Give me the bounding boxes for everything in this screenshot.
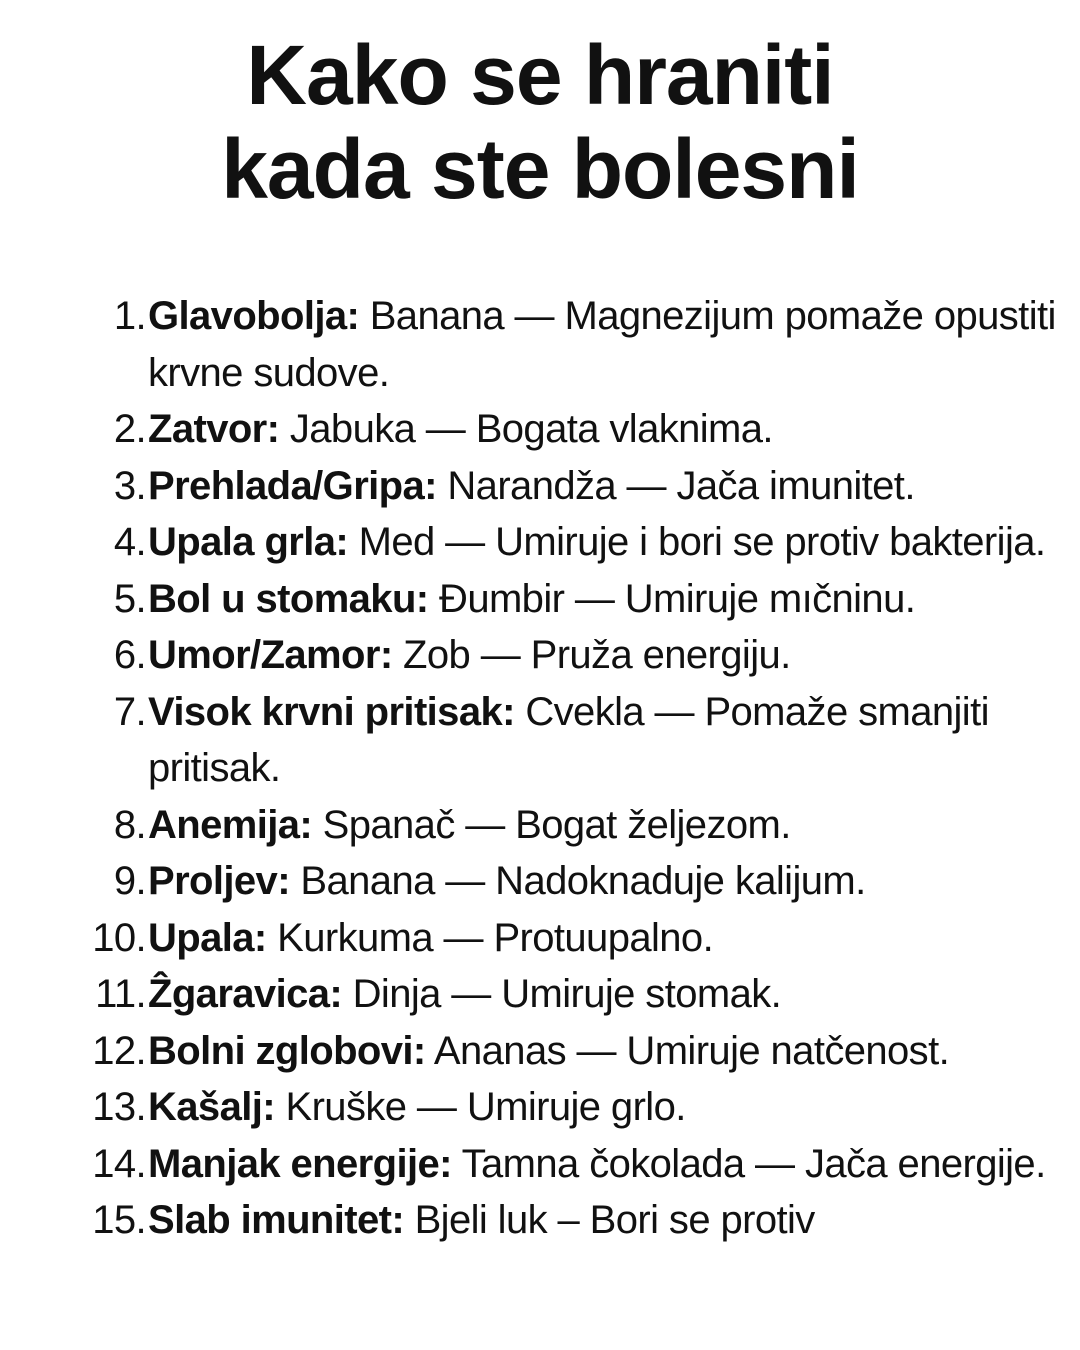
list-item (0, 1023, 1080, 1080)
item-text: Spanač — Bogat željezom. (312, 802, 791, 847)
item-term: Proljev: (148, 859, 290, 903)
item-number: 7. (113, 689, 146, 734)
list-item (0, 288, 1080, 401)
item-term: Zatvor: (148, 407, 280, 451)
item-number: 6. (113, 633, 146, 677)
item-term: Bol u stomaku: (148, 576, 429, 621)
list-item (0, 797, 1080, 854)
item-text: Jabuka — Bogata vlaknima. (279, 407, 773, 451)
item-term: Upala: (148, 915, 267, 960)
item-term: Glavobolja: (148, 294, 360, 338)
list-item (0, 1079, 1080, 1136)
item-number: 2. (113, 407, 146, 451)
item-term: Manjak energije: (148, 1141, 452, 1186)
item-number: 15. (92, 1198, 146, 1242)
list-item (0, 514, 1080, 571)
item-text: Kurkuma — Protuupalno. (266, 915, 714, 960)
page-title (0, 28, 1080, 216)
item-term: Ẑgaravica: (148, 972, 343, 1016)
list-item (0, 458, 1080, 515)
item-number: 3. (113, 463, 146, 508)
item-number: 9. (113, 859, 146, 903)
list-item (0, 401, 1080, 458)
item-text: Banana — Nadoknaduje kalijum. (289, 859, 866, 903)
list-item (0, 910, 1080, 967)
list-item (0, 966, 1080, 1023)
item-number: 13. (92, 1085, 146, 1129)
remedy-list (0, 288, 1080, 1249)
item-text: Ananas — Umiruje natčenost. (425, 1028, 950, 1073)
item-text: Zob — Pruža energiju. (392, 633, 791, 677)
item-term: Anemija: (148, 802, 313, 847)
item-text: Med — Umiruje i bori se protiv bakterija. (348, 520, 1046, 564)
item-number: 1. (113, 294, 146, 338)
list-item (0, 627, 1080, 684)
item-number: 5. (113, 576, 146, 621)
item-number: 4. (113, 520, 146, 564)
item-term: Visok krvni pritisak: (148, 689, 515, 734)
item-term: Bolni zglobovi: (148, 1028, 426, 1073)
item-term: Slab imunitet: (148, 1198, 405, 1242)
item-text: Tamna čokolada — Jača energije. (451, 1141, 1046, 1186)
item-number: 10. (92, 915, 146, 960)
item-number: 12. (92, 1028, 146, 1073)
list-item (0, 853, 1080, 910)
item-term: Kašalj: (148, 1085, 275, 1129)
list-item (0, 571, 1080, 628)
list-item (0, 1192, 1080, 1249)
item-term: Umor/Zamor: (148, 633, 393, 677)
item-text: Banana — Magnezijum pomaže opustiti krvne sudove. (148, 294, 1056, 395)
item-number: 8. (113, 802, 146, 847)
item-text: Dinja — Umiruje stomak. (342, 972, 782, 1016)
item-term: Upala grla: (148, 520, 349, 564)
title-line-1: Kako se hraniti (246, 28, 834, 122)
item-number: 14. (92, 1141, 146, 1186)
list-item (0, 1136, 1080, 1193)
item-text: Narandža — Jača imunitet. (436, 463, 915, 508)
list-item (0, 684, 1080, 797)
item-text: Cvekla — Pomaže smanjiti pritisak. (148, 689, 989, 790)
title-line-2: kada ste bolesni (221, 122, 859, 216)
item-term: Prehlada/Gripa: (148, 463, 437, 508)
item-text: Đumbir — Umiruje mıčninu. (428, 576, 916, 621)
item-text: Kruške — Umiruje grlo. (274, 1085, 686, 1129)
item-number: 11. (95, 972, 146, 1016)
item-text: Bjeli luk – Bori se protiv (404, 1198, 815, 1242)
